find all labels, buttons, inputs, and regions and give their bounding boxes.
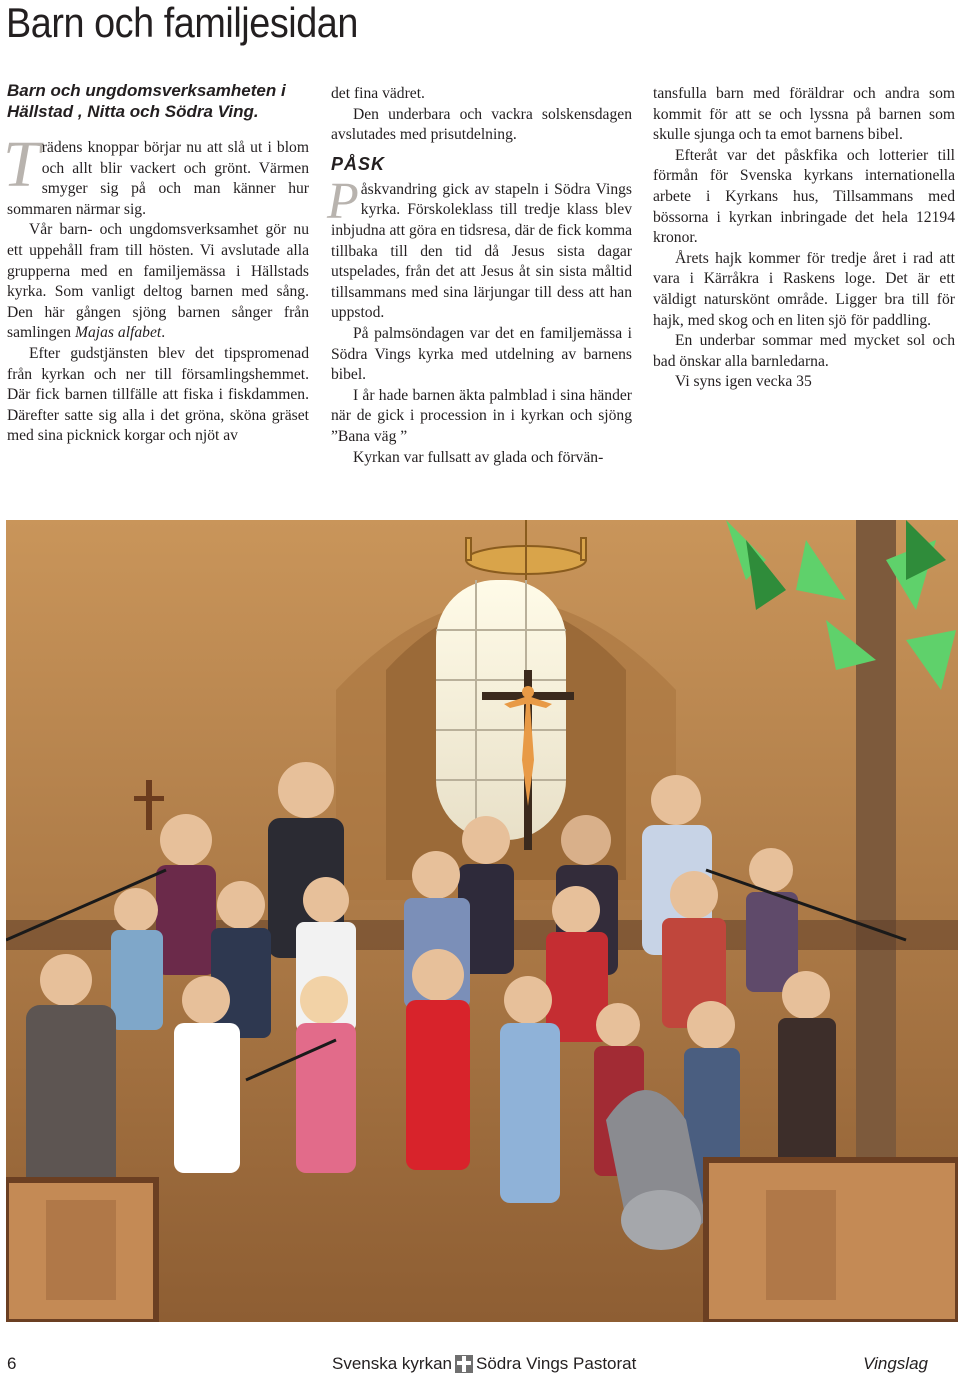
drop-cap: T	[3, 128, 40, 201]
paragraph: Efteråt var det påskfika och lotterier till förmån för Svenska kyrkans internationella arbete i Kyrkans hus, Tillsammans med bössorna i kyrkan inbringade det hela 12194 kronor.	[653, 146, 955, 247]
paragraph: det fina vädret.	[331, 85, 425, 102]
song-collection-title: Majas alfabet	[75, 324, 162, 342]
choir-photo-illustration	[6, 520, 958, 1322]
publisher-name-right: Södra Vings Pastorat	[476, 1354, 637, 1373]
paragraph: På palmsöndagen var det en familjemässa i Södra Vings kyrka med utdelning av barnens bibel.	[331, 324, 632, 384]
paragraph	[7, 220, 309, 344]
publisher-name-left: Svenska kyrkan	[332, 1354, 452, 1373]
magazine-name: Vingslag	[863, 1354, 928, 1373]
page-number: 6	[7, 1354, 17, 1373]
choir-photo	[6, 520, 958, 1322]
publisher	[332, 1354, 636, 1374]
church-cross-icon	[454, 1354, 474, 1374]
paragraph: Den underbara och vackra solskensdagen avslutades med prisutdelning.	[331, 105, 632, 144]
paragraph: En underbar sommar med mycket sol och bad önskar alla barnledarna.	[653, 332, 955, 370]
article-column-2	[327, 84, 632, 468]
paragraph: Efter gudstjänsten blev det tipspromenad från kyrkan och ner till församlingshemmet. Där fick barnen tillfälle att fiska i fiskdammen. Därefter satte sig alla i det gröna, sköna gräset med sina picknick korgar och njöt av	[7, 344, 309, 445]
section-intro-paragraph	[327, 172, 632, 324]
intro-paragraph	[3, 128, 309, 220]
paragraph-text: Vår barn- och ungdomsverksamhet gör nu ett uppehåll fram till hösten. Vi avslutade alla grupperna med en familjemässa i Hällstads kyrka. Som vanligt deltog barnen med sång. Den här gången sjöng barnen sånger från samlingen	[7, 221, 309, 342]
section-intro-text: åskvandring gick av stapeln i Södra Vings kyrka. Förskoleklass till tredje klass blev inbjudna att göra en tidsresa, där de fick komma tillbaka till den tid då Jesus sista dagar utspelades, från det att Jesus åt sin sista måltid tillsammans med sina lärjungar till dess att han uppstod.	[331, 180, 632, 322]
paragraph: tansfulla barn med föräldrar och andra som kommit för att se och lyssna på barnen som skulle sjunga och ta emot barnens bibel.	[653, 85, 955, 144]
paragraph: I år hade barnen äkta palmblad i sina händer när de gick i procession in i kyrkan och sjöng ”Bana väg ”	[331, 386, 632, 445]
paragraph: Årets hajk kommer för tredje året i rad att vara i Kärråkra i Raskens loge. Det är ett väldigt naturskönt område. Ligger bra till för hajk, med skog och en liten sjö för paddling.	[653, 249, 955, 329]
punctuation: .	[161, 324, 166, 342]
article-column-1	[3, 80, 309, 447]
section-heading: PÅSK	[331, 153, 386, 174]
page-footer	[0, 1348, 960, 1374]
intro-text: rädens knoppar börjar nu att slå ut i blom och allt blir vackert och grönt. Värmen smyger sig på och man känner hur sommaren närmar sig.	[7, 139, 309, 218]
paragraph: Kyrkan var fullsatt av glada och förvän-	[353, 448, 604, 466]
article-heading: Barn och ungdomsverksamheten i Hällstad , Nitta och Södra Ving.	[7, 81, 286, 121]
drop-cap: P	[327, 172, 359, 230]
page-title: Barn och familjesidan	[6, 0, 358, 46]
article-column-3	[653, 84, 955, 393]
paragraph: Vi syns igen vecka 35	[675, 373, 812, 391]
